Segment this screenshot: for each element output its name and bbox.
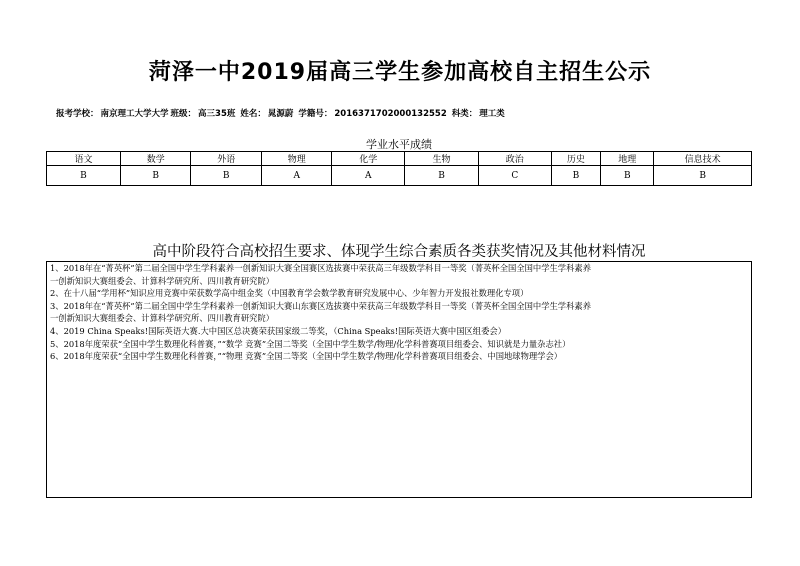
grade-value: B [405, 166, 479, 186]
grades-value-row [47, 166, 752, 186]
subject-label: 科类： [451, 109, 478, 119]
grade-value: A [332, 166, 405, 186]
grade-value: B [120, 166, 191, 186]
grade-value: B [191, 166, 262, 186]
grade-header: 语文 [47, 152, 121, 166]
student-info [56, 107, 507, 119]
grade-header: 历史 [551, 152, 601, 166]
grade-value: B [654, 166, 752, 186]
grade-header: 政治 [479, 152, 552, 166]
class-label: 班级： [170, 109, 197, 119]
grade-header: 物理 [261, 152, 332, 166]
award-line: 1、2018年在“菁英杯”第二届全国中学生学科素养一创新知识大赛全国赛区选拔赛中荣获高三年级数学科目一等奖（菁英杯全国全国中学生学科素养 [50, 263, 591, 273]
award-line: 4、2019 China Speaks!国际英语大赛.大中国区总决赛荣获国家级二等奖，（China Speaks!国际英语大赛中国区组委会） [50, 325, 506, 336]
name-label: 姓名： [240, 109, 266, 119]
name-value: 晁源蔚 [267, 109, 294, 119]
awards-title: 高中阶段符合高校招生要求、体现学生综合素质各类获奖情况及其他材料情况 [152, 244, 646, 260]
class-value: 高三35班 [198, 109, 236, 119]
grade-header: 化学 [332, 152, 405, 166]
student-id-value: 2016371702000132552 [334, 109, 447, 119]
grade-value: B [551, 166, 601, 186]
grade-header: 外语 [191, 152, 262, 166]
page-title: 菏泽一中2019届高三学生参加高校自主招生公示 [148, 60, 652, 85]
award-line: 一创新知识大赛组委会、计算科学研究所、四川教育研究院） [50, 275, 275, 286]
grade-value: B [601, 166, 654, 186]
grade-header: 数学 [120, 152, 191, 166]
grade-value: A [261, 166, 332, 186]
award-line: 3、2018年在“菁英杯”第二届全国中学生学科素养一创新知识大赛山东赛区选拔赛中荣获高三年级数学科目一等奖（菁英杯全国全国中学生学科素养 [50, 300, 591, 311]
grade-header: 信息技术 [654, 152, 752, 166]
grade-value: B [47, 166, 121, 186]
award-line: 一创新知识大赛组委会、计算科学研究所、四川教育研究院） [50, 313, 275, 324]
awards-list [46, 261, 752, 498]
grade-header: 生物 [405, 152, 479, 166]
school-label: 报考学校： [56, 109, 99, 119]
grade-header: 地理 [601, 152, 654, 166]
award-line: 2、在十八届“学用杯”知识应用竞赛中荣获数学高中组金奖（中国教育学会数学教育研究发展中心、少年智力开发报社数理化专项） [50, 288, 529, 299]
subject-value: 理工类 [479, 109, 505, 119]
grades-header-row [47, 152, 752, 166]
grade-value: C [479, 166, 552, 186]
school-value: 南京理工大学大学 [100, 109, 169, 119]
award-line: 6、2018年度荣获“全国中学生数理化科普赛，”“物理 竞赛”全国二等奖（全国中学生数学/物理/化学科普赛项目组委会、中国地球物理学会） [50, 351, 563, 362]
grades-title: 学业水平成绩 [366, 138, 432, 151]
student-id-label: 学籍号： [298, 109, 333, 119]
award-line: 5、2018年度荣获“全国中学生数理化科普赛，”“数学 竞赛”全国二等奖（全国中学生数学/物理/化学科普赛项目组委会、知识就是力量杂志社） [50, 338, 571, 349]
grades-table [46, 151, 752, 186]
